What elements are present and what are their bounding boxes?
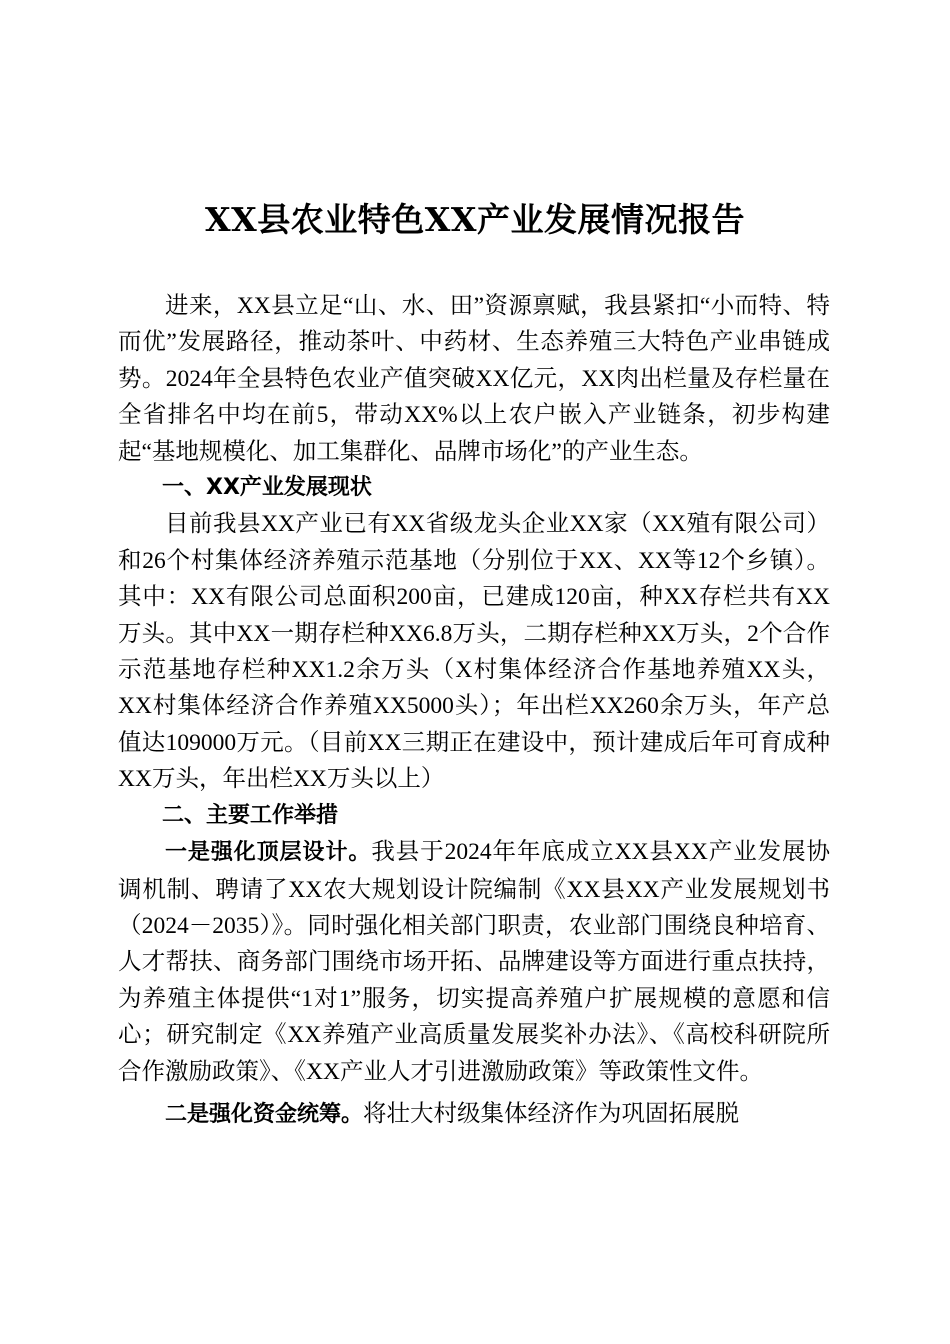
section-1-heading: 一、XX产业发展现状	[162, 475, 372, 501]
measure-1-text: 我县于2024年年底成立XX县XX产业发展协调机制、聘请了XX农大规划设计院编制《XX县XX产业发展规划书（2024－2035）》。同时强化相关部门职责，农业部门围绕良种培育、人才帮扶、商务部门围绕市场开拓、品牌建设等方面进行重点扶持，为养殖主体提供“1对1”服务，切实提高养殖户扩展规模的意愿和信心；研究制定《XX养殖产业高质量发展奖补办法》、《高校科研院所合作激励政策》、《XX产业人才引进激励政策》等政策性文件。	[118, 839, 830, 1085]
document-title: XX县农业特色XX产业发展情况报告	[205, 200, 745, 239]
section-1-paragraph: 目前我县XX产业已有XX省级龙头企业XX家（XX殖有限公司）和26个村集体经济养殖示范基地（分别位于XX、XX等12个乡镇）。其中：XX有限公司总面积200亩，已建成120亩，种XX存栏共有XX万头。其中XX一期存栏种XX6.8万头，二期存栏种XX万头，2个合作示范基地存栏种XX1.2余万头（X村集体经济合作基地养殖XX头，XX村集体经济合作养殖XX5000头）；年出栏XX260余万头，年产总值达109000万元。（目前XX三期正在建设中，预计建成后年可育成种XX万头，年出栏XX万头以上）	[118, 511, 830, 793]
measure-2-paragraph	[118, 1096, 830, 1133]
document-body	[118, 288, 830, 1133]
section-2-heading: 二、主要工作举措	[162, 802, 339, 828]
measure-2-lead: 二是强化资金统筹。	[165, 1101, 364, 1127]
measure-2-text: 将壮大村级集体经济作为巩固拓展脱	[363, 1100, 740, 1127]
measure-1-paragraph	[118, 834, 830, 1090]
measure-1-lead: 一是强化顶层设计。	[165, 840, 372, 866]
intro-paragraph: 进来，XX县立足“山、水、田”资源禀赋，我县紧扣“小而特、特而优”发展路径，推动茶叶、中药材、生态养殖三大特色产业串链成势。2024年全县特色农业产值突破XX亿元，XX肉出栏量及存栏量在全省排名中均在前5，带动XX%以上农户嵌入产业链条，初步构建起“基地规模化、加工集群化、品牌市场化”的产业生态。	[118, 293, 830, 465]
